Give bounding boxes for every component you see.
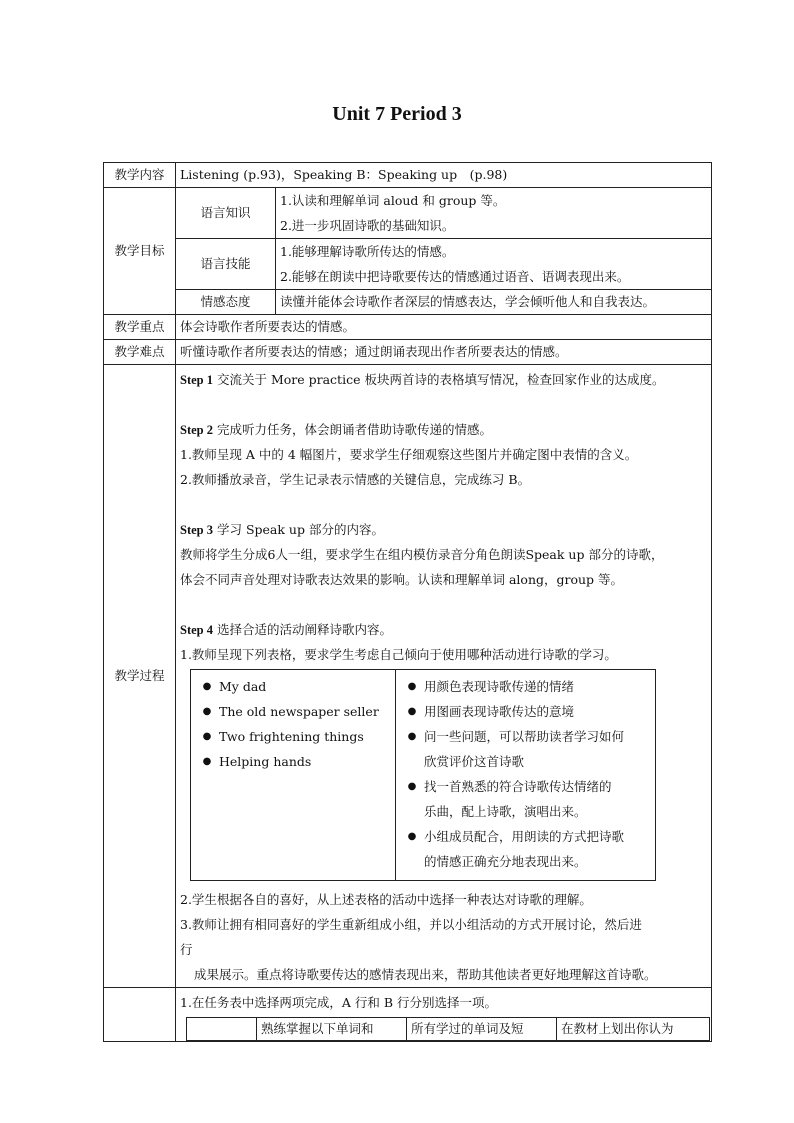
step4-line (180, 617, 707, 642)
bullet-icon: ● (407, 781, 417, 792)
key-points-row (104, 315, 712, 340)
objectives-knowledge-row (104, 188, 712, 239)
bullet-icon: ● (407, 681, 417, 692)
task-header-cell: 熟练掌握以下单词和 (257, 1018, 407, 1041)
difficulties-text: 听懂诗歌作者所要表达的情感；通过朗诵表现出作者所要表达的情感。 (176, 340, 712, 365)
attitude-label: 情感态度 (176, 290, 276, 315)
step1-head: Step 1 (180, 373, 213, 387)
activity-list (396, 670, 656, 881)
difficulties-label: 教学难点 (104, 340, 176, 365)
skills-label: 语言技能 (176, 239, 276, 290)
page-title: Unit 7 Period 3 (332, 103, 462, 125)
step4-head: Step 4 (180, 623, 213, 637)
step1-text: 交流关于 More practice 板块两首诗的表格填写情况，检查回家作业的达成度。 (216, 372, 665, 387)
bullet-icon: ● (202, 681, 212, 692)
step3-detail: 体会不同声音处理对诗歌表达效果的影响。认读和理解单词 along，group 等。 (180, 572, 624, 587)
step4-after: 成果展示。重点将诗歌要传达的感情表现出来，帮助其他读者更好地理解这首诗歌。 (194, 967, 657, 982)
attitude-content: 读懂并能体会诗歌作者深层的情感表达，学会倾听他人和自我表达。 (276, 290, 712, 315)
difficulties-row (104, 340, 712, 365)
process-label: 教学过程 (104, 365, 176, 988)
task-header-cell: 在教材上划出你认为 (557, 1018, 710, 1041)
step2-detail: 2.教师播放录音，学生记录表示情感的关键信息，完成练习 B。 (180, 472, 531, 487)
step2-text: 完成听力任务，体会朗诵者借助诗歌传递的情感。 (216, 422, 492, 437)
content-label: 教学内容 (104, 163, 176, 188)
step4-after: 行 (180, 942, 193, 957)
poem-list (191, 670, 396, 881)
poem-item: ● The old newspaper seller (195, 699, 391, 724)
homework-content (176, 988, 712, 1042)
step3-line (180, 517, 707, 542)
bullet-icon: ● (202, 731, 212, 742)
step4-intro: 1.教师呈现下列表格，要求学生考虑自己倾向于使用哪种活动进行诗歌的学习。 (180, 647, 617, 662)
skills-line: 2.能够在朗读中把诗歌要传达的情感通过语音、语调表现出来。 (280, 269, 630, 284)
task-header-cell: 所有学过的单词及短 (407, 1018, 557, 1041)
poem-item: ● Helping hands (195, 749, 391, 774)
activity-item: ● 用图画表现诗歌传达的意境 (400, 699, 651, 724)
skills-content (276, 239, 712, 290)
step3-head: Step 3 (180, 523, 213, 537)
step3-detail: 教师将学生分成6人一组，要求学生在组内模仿录音分角色朗读Speak up 部分的诗歌， (180, 547, 664, 562)
knowledge-line: 1.认读和理解单词 aloud 和 group 等。 (280, 193, 506, 208)
poem-item: ● Two frightening things (195, 724, 391, 749)
objectives-skills-row (104, 239, 712, 290)
homework-row (104, 988, 712, 1042)
content-row (104, 163, 712, 188)
bullet-icon: ● (202, 706, 212, 717)
activity-item: ● 用颜色表现诗歌传递的情绪 (400, 674, 651, 699)
bullet-icon: ● (407, 731, 417, 742)
step1-line (180, 367, 707, 392)
knowledge-line: 2.进一步巩固诗歌的基础知识。 (280, 218, 455, 233)
activity-table (190, 669, 656, 881)
step4-text: 选择合适的活动阐释诗歌内容。 (216, 622, 392, 637)
objectives-attitude-row (104, 290, 712, 315)
objectives-label: 教学目标 (104, 188, 176, 315)
step2-detail: 1.教师呈现 A 中的 4 幅图片，要求学生仔细观察这些图片并确定图中表情的含义。 (180, 447, 638, 462)
key-points-text: 体会诗歌作者所要表达的情感。 (176, 315, 712, 340)
bullet-icon: ● (407, 706, 417, 717)
step2-line (180, 417, 707, 442)
step4-after: 3.教师让拥有相同喜好的学生重新组成小组，并以小组活动的方式开展讨论，然后进 (180, 917, 642, 932)
process-row (104, 365, 712, 988)
homework-line: 1.在任务表中选择两项完成，A 行和 B 行分别选择一项。 (180, 995, 498, 1010)
task-header-cell (187, 1018, 257, 1041)
poem-item: ● My dad (195, 674, 391, 699)
knowledge-label: 语言知识 (176, 188, 276, 239)
homework-label (104, 988, 176, 1042)
knowledge-content (276, 188, 712, 239)
content-value: Listening (p.93)，Speaking B：Speaking up (p.98) (176, 163, 712, 188)
step4-after: 2.学生根据各自的喜好，从上述表格的活动中选择一种表达对诗歌的理解。 (180, 892, 592, 907)
key-points-label: 教学重点 (104, 315, 176, 340)
skills-line: 1.能够理解诗歌所传达的情感。 (280, 244, 455, 259)
bullet-icon: ● (407, 831, 417, 842)
process-content (176, 365, 712, 988)
bullet-icon: ● (202, 756, 212, 767)
activity-item: ● 找一首熟悉的符合诗歌传达情绪的 乐曲，配上诗歌，演唱出来。 (400, 774, 651, 824)
step2-head: Step 2 (180, 423, 213, 437)
lesson-plan-table (103, 162, 712, 1042)
task-table (186, 1017, 710, 1041)
activity-item: ● 问一些问题，可以帮助读者学习如何 欣赏评价这首诗歌 (400, 724, 651, 774)
step3-text: 学习 Speak up 部分的内容。 (216, 522, 384, 537)
activity-item: ● 小组成员配合，用朗读的方式把诗歌 的情感正确充分地表现出来。 (400, 824, 651, 874)
